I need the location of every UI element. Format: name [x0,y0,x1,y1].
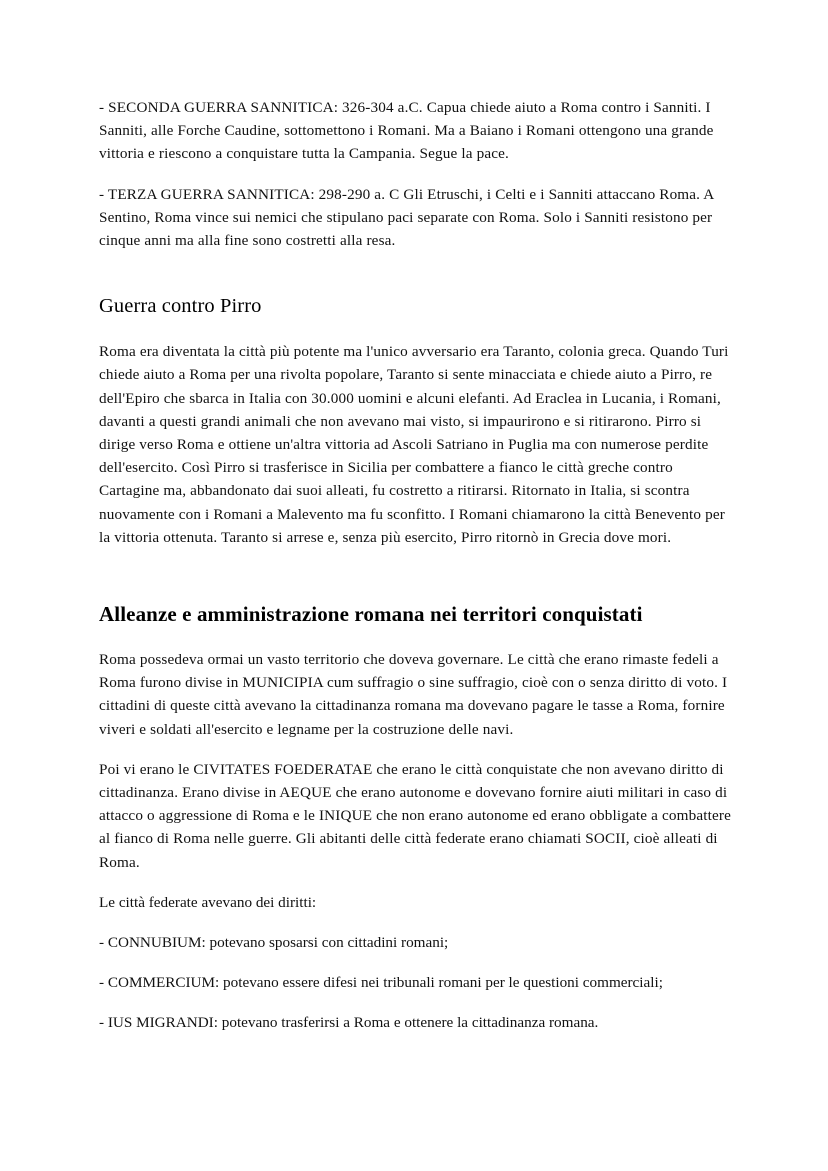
paragraph-seconda-guerra-sannitica: - SECONDA GUERRA SANNITICA: 326-304 a.C. Capua chiede aiuto a Roma contro i Sanniti. I Sanniti, alle Forche Caudine, sottomettono i Romani. Ma a Baiano i Romani ottengono una grande vittoria e riescono a conquistare tutta la Campania. Segue la pace. [99,99,714,163]
heading-alleanze-amministrazione: Alleanze e amministrazione romana nei territori conquistati [99,602,643,627]
list-item-connubium: - CONNUBIUM: potevano sposarsi con cittadini romani; [99,934,449,952]
list-item-commercium: - COMMERCIUM: potevano essere difesi nei tribunali romani per le questioni commerciali; [99,974,663,992]
paragraph-diritti-intro: Le città federate avevano dei diritti: [99,893,317,911]
paragraph-terza-guerra-sannitica: - TERZA GUERRA SANNITICA: 298-290 a. C Gli Etruschi, i Celti e i Sanniti attaccano Roma. A Sentino, Roma vince sui nemici che stipulano paci separate con Roma. Solo i Sanniti resistono per cinque anni ma alla fine sono costretti alla resa. [99,185,714,250]
list-item-ius-migrandi: - IUS MIGRANDI: potevano trasferirsi a Roma e ottenere la cittadinanza romana. [99,1014,599,1032]
heading-guerra-contro-pirro: Guerra contro Pirro [99,295,262,318]
document-body [99,96,731,1035]
paragraph-guerra-pirro: Roma era diventata la città più potente ma l'unico avversario era Taranto, colonia greca. Quando Turi chiede aiuto a Roma per una rivolta popolare, Taranto si sente minacciata e chiede aiuto a Pirro, re dell'Epiro che sbarca in Italia con 30.000 uomini e alcuni elefanti. Ad Eraclea in Lucania, i Romani, davanti a questi grandi animali che non avevano mai visto, si impaurirono e si ritirarono. Pirro si dirige verso Roma e ottiene un'altra vittoria ad Ascoli Satriano in Puglia ma con numerose perdite dell'esercito. Così Pirro si trasferisce in Sicilia per combattere a fianco le città greche contro Cartagine ma, abbandonato dai suoi alleati, fu costretto a ritirarsi. Ritornato in Italia, si scontra nuovamente con i Romani a Malevento ma fu sconfitto. I Romani chiamarono la città Benevento per la vittoria ottenuta. Taranto si arrese e, senza più esercito, Pirro ritornò in Grecia dove mori. [99,343,729,546]
paragraph-civitates-foederatae: Poi vi erano le CIVITATES FOEDERATAE che erano le città conquistate che non avevano diritto di cittadinanza. Erano divise in AEQUE che erano autonome e dovevano fornire aiuti militari in caso di attacco o aggressione di Roma e le INIQUE che non erano autonome ed erano obbligate a combattere al fianco di Roma nelle guerre. Gli abitanti delle città federate erano chiamati SOCII, cioè alleati di Roma. [99,760,731,871]
paragraph-municipia: Roma possedeva ormai un vasto territorio che doveva governare. Le città che erano rimaste fedeli a Roma furono divise in MUNICIPIA cum suffragio o sine suffragio, cioè con o senza diritto di voto. I cittadini di queste città avevano la cittadinanza romana ma dovevano pagare le tasse a Roma, fornire viveri e soldati all'esercito e legname per la costruzione delle navi. [99,651,728,738]
